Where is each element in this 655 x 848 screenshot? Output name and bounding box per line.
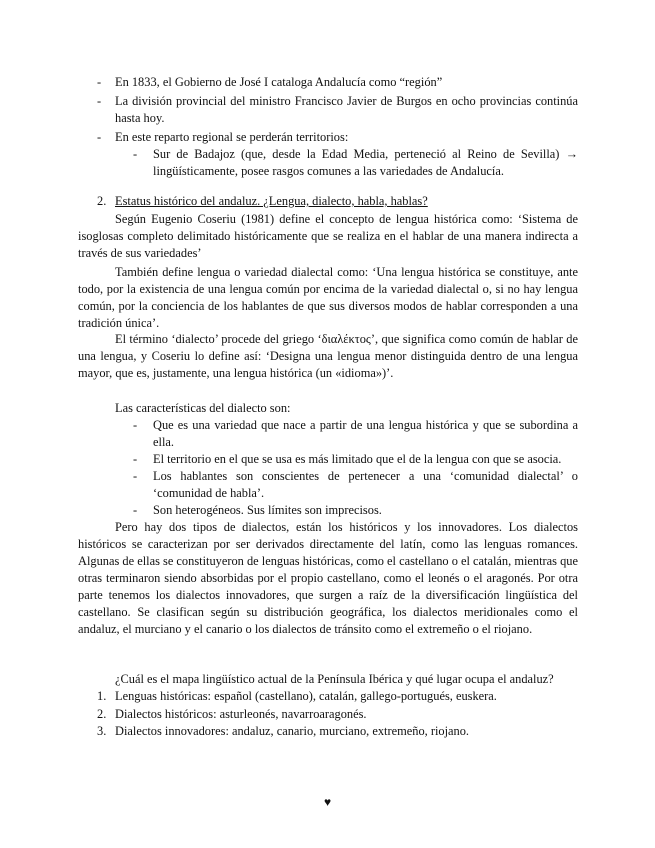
item-number: 2. <box>97 707 107 721</box>
bullet-dash: - <box>133 452 138 466</box>
bullet-text: En 1833, el Gobierno de José I cataloga Andalucía como “región” <box>115 75 443 89</box>
bullet-dash: - <box>133 469 138 483</box>
numbered-item <box>0 723 655 740</box>
numbered-item <box>0 688 655 705</box>
section-title: Estatus histórico del andaluz. ¿Lengua, dialecto, habla, hablas? <box>115 194 428 208</box>
list-item <box>0 468 655 502</box>
paragraph <box>0 519 655 638</box>
section-heading <box>0 193 655 210</box>
list-item-text: Que es una variedad que nace a partir de una lengua histórica y que se subordina a ella. <box>153 418 578 449</box>
paragraph-text: También define lengua o variedad dialectal como: ‘Una lengua histórica se constituye, ante todo, por la existencia de una lengua común por encima de la variedad dialectal o, si no hay lengua común, por la conciencia de los hablantes de que sus diversos modos de hablar corresponden a una tradición única’. <box>78 265 578 330</box>
numbered-item <box>0 706 655 723</box>
paragraph <box>0 211 655 262</box>
item-text: Lenguas históricas: español (castellano), catalán, gallego-portugués, euskera. <box>115 689 497 703</box>
list-item-text: El territorio en el que se usa es más limitado que el de la lengua con que se asocia. <box>153 452 562 466</box>
list-item <box>0 417 655 451</box>
list-item <box>0 451 655 468</box>
footer-heart-icon: ♥ <box>323 795 332 809</box>
bullet-item <box>0 129 655 146</box>
bullet-dash: - <box>97 94 102 108</box>
intro-text: Las características del dialecto son: <box>115 401 291 415</box>
item-text: Dialectos históricos: asturleonés, navarroaragonés. <box>115 707 367 721</box>
question-text: ¿Cuál es el mapa lingüístico actual de la Península Ibérica y qué lugar ocupa el andaluz? <box>115 672 554 686</box>
paragraph-text: Según Eugenio Coseriu (1981) define el concepto de lengua histórica como: ‘Sistema de isoglosas completo delimitado históricamente que se realiza en el hablar de una manera indirecta a través de sus variedades’ <box>78 212 578 260</box>
item-text: Dialectos innovadores: andaluz, canario, murciano, extremeño, riojano. <box>115 724 470 738</box>
bullet-dash: - <box>133 418 138 432</box>
bullet-dash: - <box>97 130 102 144</box>
paragraph <box>0 264 655 332</box>
bullet-text: En este reparto regional se perderán territorios: <box>115 130 349 144</box>
paragraph-text: El término ‘dialecto’ procede del griego ‘διαλέκτος’, que significa como común de hablar de una lengua, y Coseriu lo define así: ‘Designa una lengua menor distinguida dentro de una lengua mayor, que es, justamente, una lengua histórica (un «idioma»)’. <box>78 332 578 380</box>
bullet-item <box>0 74 655 91</box>
paragraph <box>0 331 655 382</box>
sub-bullet-text: Sur de Badajoz (que, desde la Edad Media, perteneció al Reino de Sevilla) → lingüísticamente, posee rasgos comunes a las variedades de Andalucía. <box>153 147 578 178</box>
section-number: 2. <box>97 194 107 208</box>
bullet-dash: - <box>133 503 138 517</box>
bullet-item <box>0 93 655 127</box>
list-item-text: Son heterogéneos. Sus límites son imprecisos. <box>153 503 382 517</box>
list-item-text: Los hablantes son conscientes de pertenecer a una ‘comunidad dialectal’ o ‘comunidad de habla’. <box>153 469 578 500</box>
question <box>0 671 655 688</box>
list-item <box>0 502 655 519</box>
paragraph-text: Pero hay dos tipos de dialectos, están los históricos y los innovadores. Los dialectos históricos se caracterizan por ser derivados directamente del latín, como las lenguas romances. Algunas de ellas se constituyeron de lenguas históricas, como el castellano o el catalán, mientras que otras terminaron siendo absorbidas por el propio castellano, como el leonés o el aragonés. Por otra parte tenemos los dialectos innovadores, que surgen a raíz de la diversificación lingüística del castellano. Se clasifican según su distribución geográfica, los dialectos meridionales como el andaluz, el murciano y el canario o los dialectos de tránsito como el extremeño o el riojano. <box>78 520 578 636</box>
item-number: 1. <box>97 689 107 703</box>
sub-bullet-item <box>0 146 655 180</box>
item-number: 3. <box>97 724 107 738</box>
bullet-dash: - <box>133 147 138 161</box>
bullet-text: La división provincial del ministro Francisco Javier de Burgos en ocho provincias continúa hasta hoy. <box>115 94 578 125</box>
bullet-dash: - <box>97 75 102 89</box>
characteristics-intro <box>0 400 655 417</box>
